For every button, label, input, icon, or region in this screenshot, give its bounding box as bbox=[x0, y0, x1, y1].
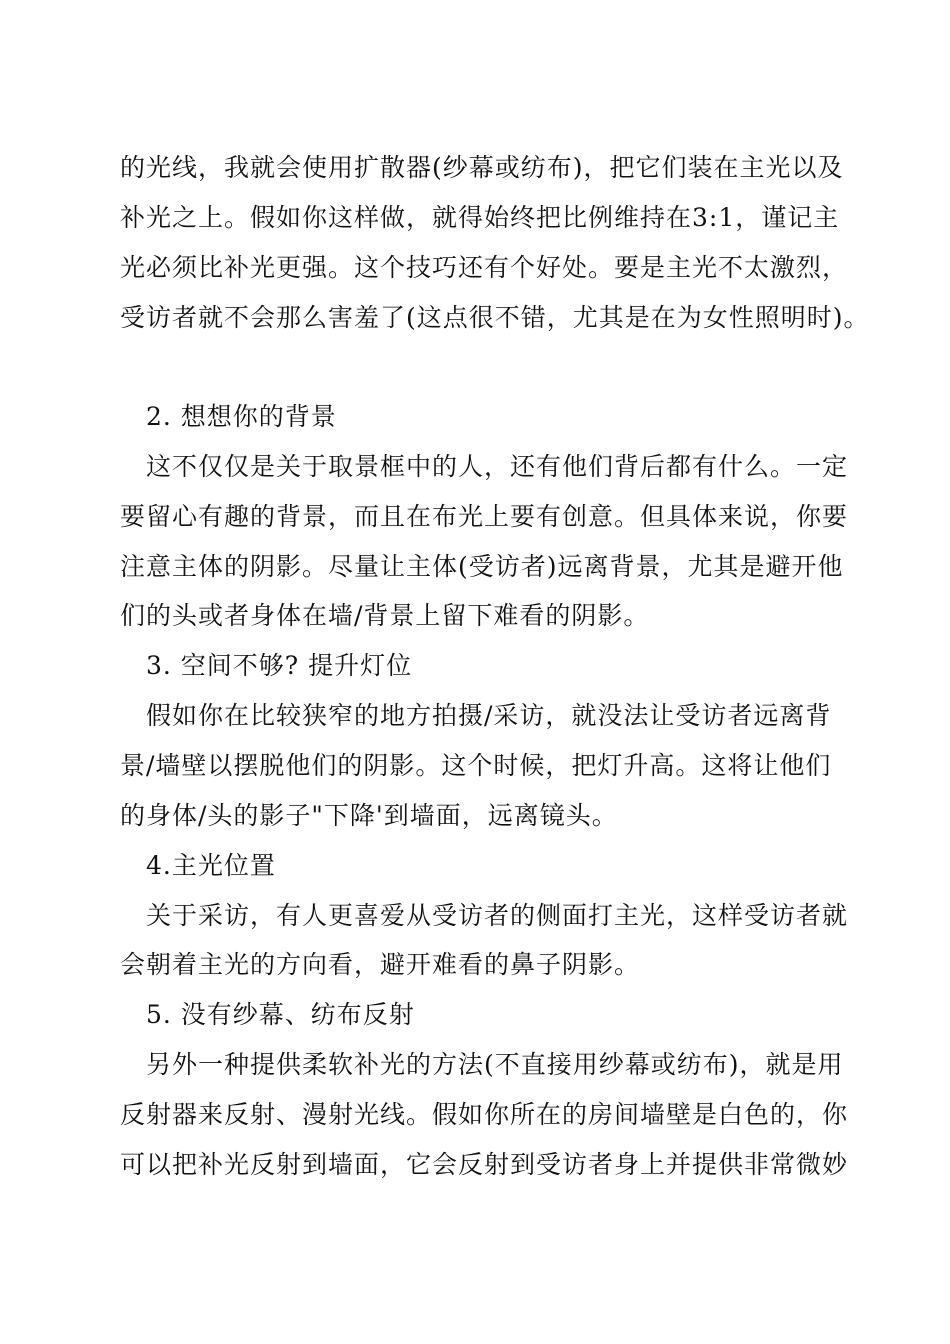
paragraph-line: 反射器来反射、漫射光线。假如你所在的房间墙壁是白色的，你 bbox=[120, 1100, 849, 1129]
paragraph-line: 另外一种提供柔软补光的方法(不直接用纱幕或纺布)，就是用 bbox=[146, 1050, 844, 1079]
paragraph-line: 的身体/头的影子"下降'到墙面，远离镜头。 bbox=[120, 801, 618, 830]
paragraph-line: 光必须比补光更强。这个技巧还有个好处。要是主光不太激烈， bbox=[120, 253, 849, 282]
section-heading: 5. 没有纱幕、纺布反射 bbox=[146, 1000, 415, 1029]
paragraph-line: 关于采访，有人更喜爱从受访者的侧面打主光，这样受访者就 bbox=[146, 901, 849, 930]
paragraph-line: 补光之上。假如你这样做，就得始终把比例维持在3:1，谨记主 bbox=[120, 203, 840, 232]
paragraph-line: 要留心有趣的背景，而且在布光上要有创意。但具体来说，你要 bbox=[120, 502, 849, 531]
paragraph-line: 们的头或者身体在墙/背景上留下难看的阴影。 bbox=[120, 601, 650, 630]
paragraph-line: 受访者就不会那么害羞了(这点很不错，尤其是在为女性照明时)。 bbox=[120, 303, 870, 332]
section-heading: 3. 空间不够? 提升灯位 bbox=[146, 651, 413, 680]
section-heading: 4.主光位置 bbox=[146, 851, 276, 880]
paragraph-line: 假如你在比较狭窄的地方拍摄/采访，就没法让受访者远离背 bbox=[146, 701, 832, 730]
paragraph-line: 这不仅仅是关于取景框中的人，还有他们背后都有什么。一定 bbox=[146, 452, 849, 481]
paragraph-line: 会朝着主光的方向看，避开难看的鼻子阴影。 bbox=[120, 950, 641, 979]
paragraph-line: 景/墙壁以摆脱他们的阴影。这个时候，把灯升高。这将让他们 bbox=[120, 751, 832, 780]
paragraph-line: 的光线，我就会使用扩散器(纱幕或纺布)，把它们装在主光以及 bbox=[120, 153, 844, 182]
paragraph-line: 可以把补光反射到墙面，它会反射到受访者身上并提供非常微妙 bbox=[120, 1150, 849, 1179]
section-heading: 2. 想想你的背景 bbox=[146, 402, 337, 431]
paragraph-line: 注意主体的阴影。尽量让主体(受访者)远离背景，尤其是避开他 bbox=[120, 552, 844, 581]
